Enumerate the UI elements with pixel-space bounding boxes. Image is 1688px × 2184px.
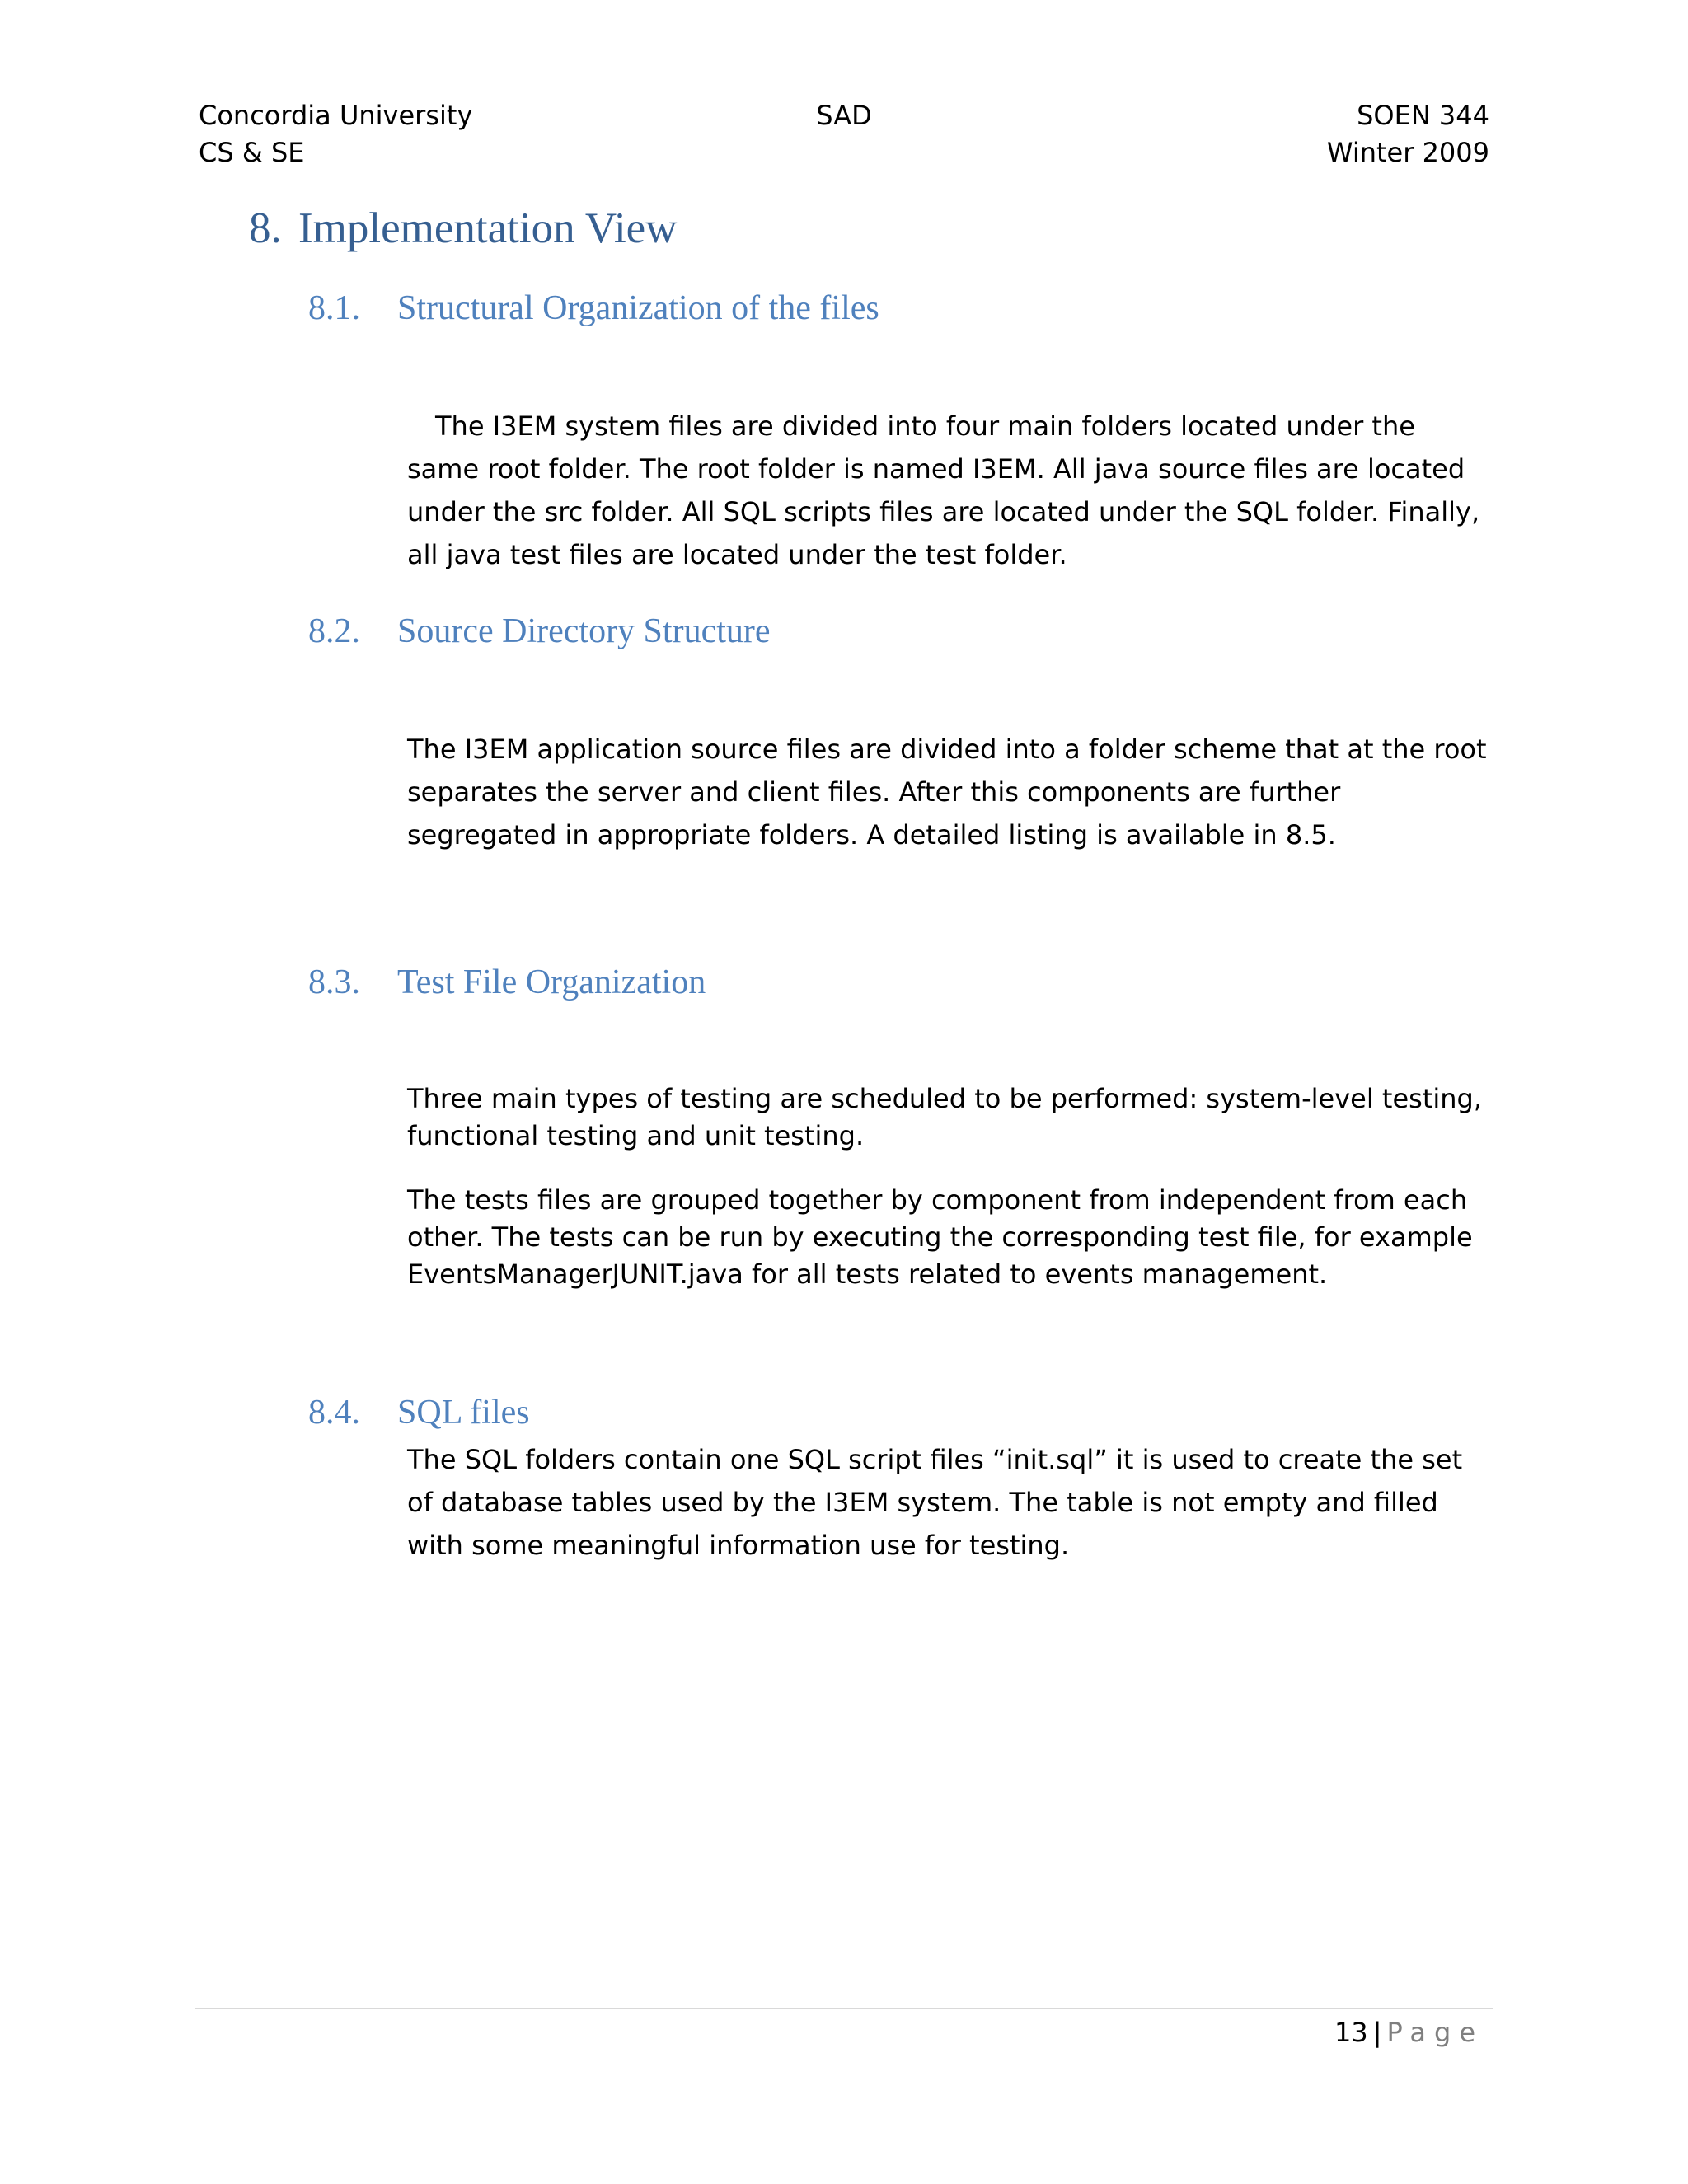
page-footer (1334, 2014, 1484, 2051)
section-paragraph: The SQL folders contain one SQL script files “init.sql” it is used to create the set of database tables used by the I3EM system. The table is not empty and filled with some meaningful information use for testing. (407, 1444, 1463, 1561)
section-title: Test File Organization (397, 963, 706, 1001)
chapter-title: Implementation View (298, 204, 678, 252)
page-number: 13 (1334, 2017, 1368, 2048)
section-heading (308, 961, 706, 1004)
footer-separator: | (1372, 2017, 1382, 2048)
section-number: 8.3. (308, 963, 360, 1001)
chapter-number: 8. (249, 204, 282, 252)
chapter-heading (249, 203, 677, 254)
header-document-type: SAD (816, 100, 872, 131)
section-number: 8.4. (308, 1394, 360, 1432)
header-department: CS & SE (199, 137, 305, 168)
section-number: 8.1. (308, 289, 360, 327)
header-course: SOEN 344 (1357, 100, 1489, 131)
header-university: Concordia University (199, 100, 473, 131)
section-title: Structural Organization of the files (397, 289, 879, 327)
section-number: 8.2. (308, 612, 360, 650)
page-label: Page (1386, 2017, 1484, 2048)
section-heading (308, 610, 771, 653)
section-heading (308, 1391, 530, 1434)
header-term: Winter 2009 (1326, 137, 1489, 168)
section-paragraph: Three main types of testing are scheduled to be performed: system-level testing, functional testing and unit testing. (407, 1083, 1483, 1151)
footer-divider (195, 2008, 1493, 2009)
section-paragraph: The I3EM system files are divided into four main folders located under the same root folder. The root folder is named I3EM. All java source files are located under the src folder. All SQL scripts files are located under the SQL folder. Finally, all java test files are located under the test folder. (407, 410, 1480, 570)
section-title: SQL files (397, 1394, 530, 1432)
header-right (1327, 97, 1489, 171)
section-paragraph: The tests files are grouped together by component from independent from each other. The tests can be run by executing the corresponding test file, for example EventsManagerJUNIT.java for all tests related to events management. (407, 1184, 1473, 1290)
section-title: Source Directory Structure (397, 612, 771, 650)
section-paragraph: The I3EM application source files are divided into a folder scheme that at the root separates the server and client files. After this components are further segregated in appropriate folders. A detailed listing is available in 8.5. (407, 733, 1487, 851)
section-heading (308, 287, 879, 330)
